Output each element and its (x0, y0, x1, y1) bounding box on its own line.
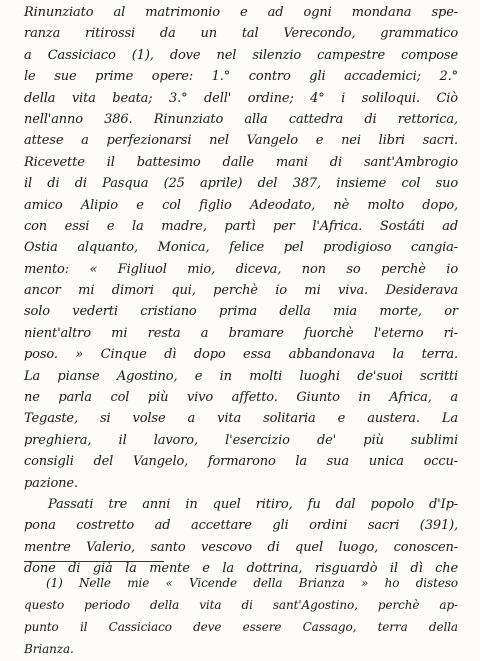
footnote-line: Brianza. (24, 642, 74, 656)
text-line: ancor mi dimori qui, perchè io mi viva. Desiderava (24, 283, 458, 299)
footnote-divider (24, 561, 164, 562)
text-line: con essi e la madre, partì per l'Africa. Sostáti ad (24, 218, 458, 234)
footnote (24, 572, 458, 660)
text-line: mento: « Figliuol mio, diceva, non so perchè io (24, 261, 458, 277)
text-line: a Cassiciaco (1), dove nel silenzio campestre compose (24, 47, 458, 63)
text-line: nell'anno 386. Rinunziato alla cattedra di rettorica, (24, 111, 458, 127)
footnote-line: punto il Cassiciaco deve essere Cassago, terra della (24, 620, 458, 634)
footnote-line: (1) Nelle mie « Vicende della Brianza » ho disteso (46, 576, 458, 590)
text-line: poso. » Cinque dì dopo essa abbandonava la terra. (24, 347, 458, 363)
text-line: La pianse Agostino, e in molti luoghi de'suoi scritti (24, 368, 458, 384)
text-line: Passati tre anni in quel ritiro, fu dal popolo d'Ip- (48, 496, 458, 512)
text-line: Rinunziato al matrimonio e ad ogni mondana spe- (24, 5, 458, 20)
text-line: pona costretto ad accettare gli ordini sacri (391), (24, 518, 458, 534)
text-line: solo vederti cristiano prima della mia morte, or (24, 304, 458, 320)
text-line: il di di Pasqua (25 aprile) del 387, insieme col suo (24, 176, 458, 192)
body-text (24, 2, 458, 580)
text-line: amico Alipio e col figlio Adeodato, nè molto dopo, (24, 197, 458, 213)
text-line: le sue prime opere: 1.° contro gli accademici; 2.° (24, 69, 458, 85)
text-line: consigli del Vangelo, formarono la sua unica occu- (24, 454, 458, 470)
text-line: preghiera, il lavoro, l'esercizio de' più sublimi (24, 432, 458, 448)
text-line: Tegaste, si volse a vita solitaria e austera. La (24, 411, 458, 427)
text-line: Ricevette il battesimo dalle mani di sant'Ambrogio (24, 154, 458, 170)
text-line: della vita beata; 3.° dell' ordine; 4° i soliloqui. Ciò (24, 90, 458, 106)
text-line: nient'altro mi resta a bramare fuorchè l'eterno ri- (24, 325, 458, 341)
text-line: attese a perfezionarsi nel Vangelo e nei libri sacri. (24, 133, 458, 149)
footnote-line: questo periodo della vita di sant'Agostino, perchè ap- (24, 598, 458, 612)
text-line: mentre Valerio, santo vescovo di quel luogo, conoscen- (24, 539, 458, 555)
text-line: done di già la mente e la dottrina, risguardò il dì che (24, 561, 458, 577)
text-line: Ostia alquanto, Monica, felice pel prodigioso cangia- (24, 240, 458, 256)
text-line: pazione. (24, 475, 78, 491)
text-line: ranza ritirossi da un tal Verecondo, grammatico (24, 26, 458, 42)
text-line: ne parla col più vivo affetto. Giunto in Africa, a (24, 390, 458, 406)
